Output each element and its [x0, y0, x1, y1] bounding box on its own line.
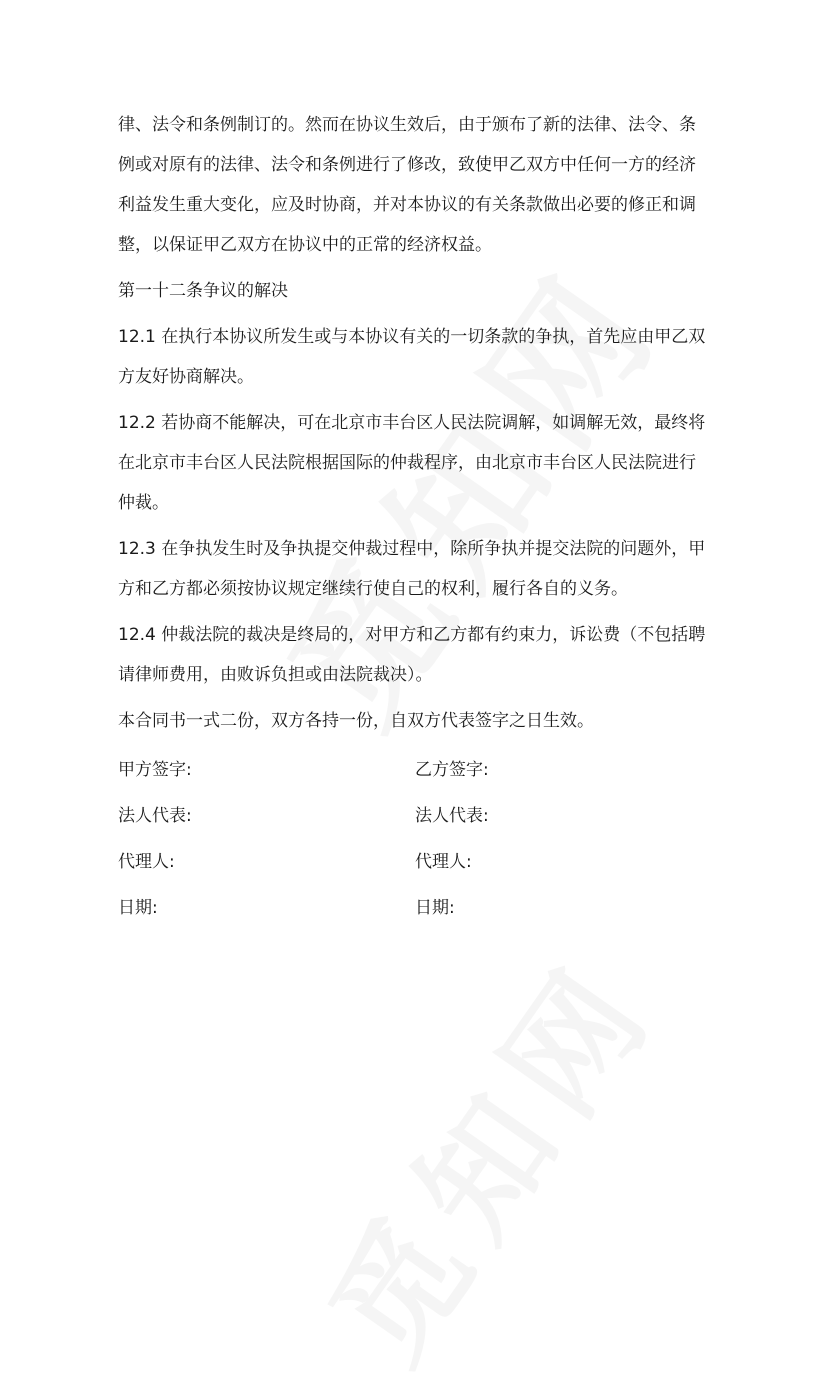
text-line: 方和乙方都必须按协议规定继续行使自己的权利，履行各自的义务。 — [118, 579, 628, 599]
signature-row — [118, 747, 718, 793]
text-line: 12.3 在争执发生时及争执提交仲裁过程中，除所争执并提交法院的问题外，甲 — [118, 539, 706, 559]
text-line: 在北京市丰台区人民法院根据国际的仲裁程序，由北京市丰台区人民法院进行 — [118, 453, 696, 473]
text-line: 12.4 仲裁法院的裁决是终局的，对甲方和乙方都有约束力，诉讼费（不包括聘 — [118, 625, 706, 645]
party-b-agent-label: 代理人: — [415, 852, 472, 872]
party-a-agent-label: 代理人: — [118, 852, 175, 872]
party-b-signature-label: 乙方签字: — [415, 760, 489, 780]
agent-row — [118, 839, 718, 885]
date-row — [118, 885, 718, 931]
text-line: 律、法令和条例制订的。然而在协议生效后，由于颁布了新的法律、法令、条 — [118, 115, 696, 135]
text-line: 请律师费用，由败诉负担或由法院裁决）。 — [118, 665, 433, 685]
party-a-representative-label: 法人代表: — [118, 806, 192, 826]
clause-12-2 — [118, 403, 718, 523]
text-line: 仲裁。 — [118, 493, 169, 513]
document-body — [118, 105, 718, 931]
text-line: 方友好协商解决。 — [118, 367, 254, 387]
party-b-representative-label: 法人代表: — [415, 806, 489, 826]
representative-row — [118, 793, 718, 839]
text-line: 12.2 若协商不能解决，可在北京市丰台区人民法院调解，如调解无效，最终将 — [118, 413, 706, 433]
text-line: 12.1 在执行本协议所发生或与本协议有关的一切条款的争执，首先应由甲乙双 — [118, 327, 706, 347]
clause-12-3 — [118, 529, 718, 609]
clause-12-1 — [118, 317, 718, 397]
continuation-paragraph — [118, 105, 718, 265]
party-a-signature-label: 甲方签字: — [118, 760, 192, 780]
party-a-date-label: 日期: — [118, 898, 158, 918]
party-b-date-label: 日期: — [415, 898, 455, 918]
signature-block — [118, 747, 718, 931]
text-line: 整，以保证甲乙双方在协议中的正常的经济权益。 — [118, 235, 492, 255]
article-title — [118, 271, 718, 311]
watermark — [279, 916, 690, 1391]
text-line: 本合同书一式二份，双方各持一份，自双方代表签字之日生效。 — [118, 711, 594, 731]
text-line: 例或对原有的法律、法令和条例进行了修改，致使甲乙双方中任何一方的经济 — [118, 155, 696, 175]
clause-12-4 — [118, 615, 718, 695]
closing-statement — [118, 701, 718, 741]
text-line: 利益发生重大变化，应及时协商，并对本协议的有关条款做出必要的修正和调 — [118, 195, 696, 215]
text-line: 第一十二条争议的解决 — [118, 281, 288, 301]
